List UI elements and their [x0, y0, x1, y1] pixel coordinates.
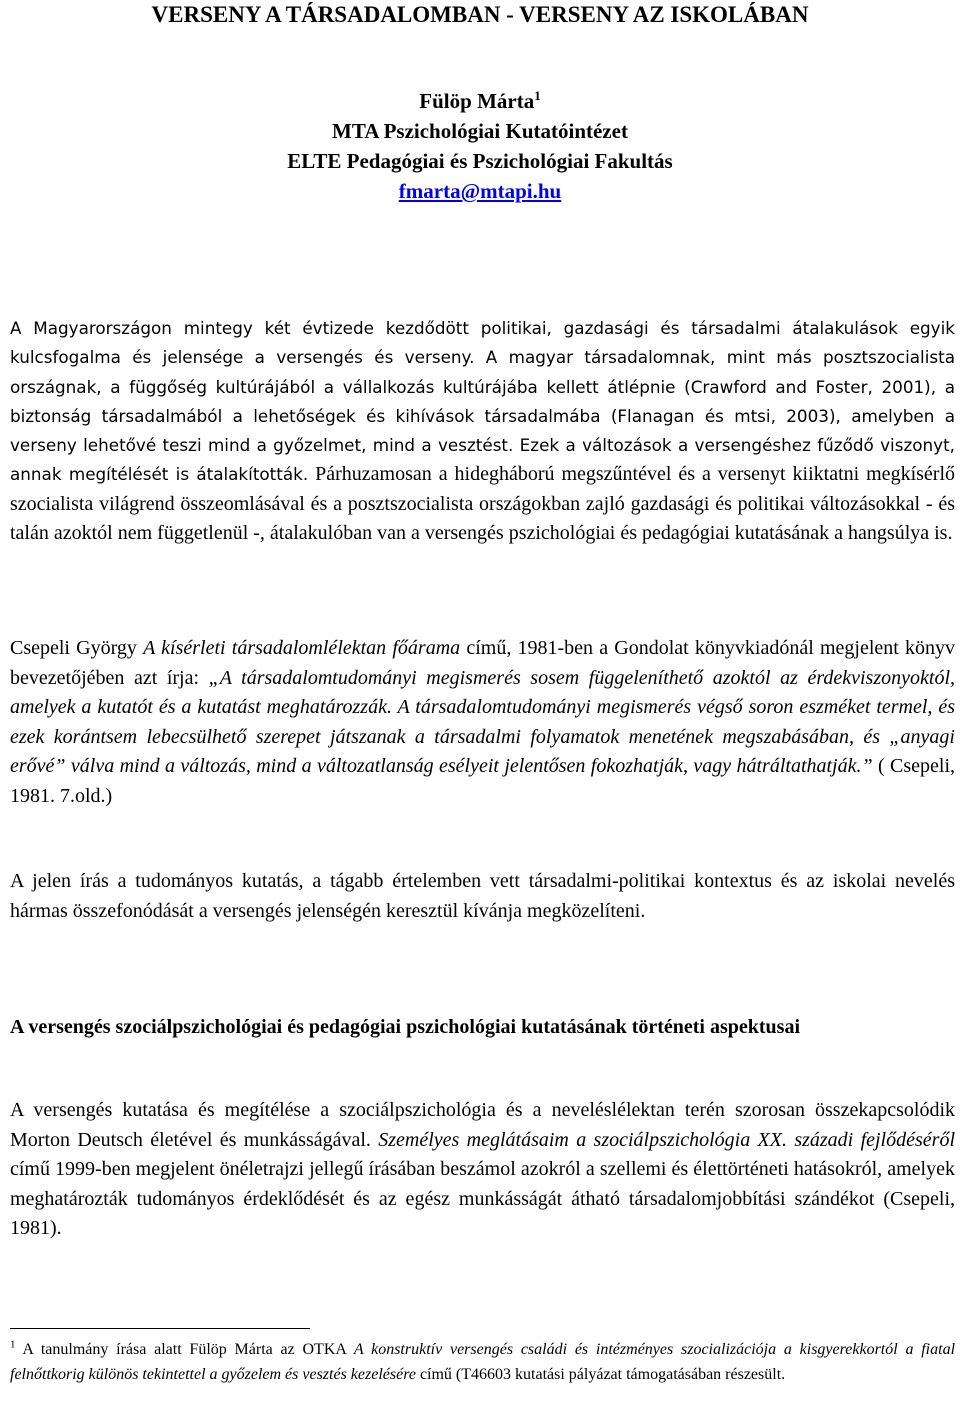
document-title: VERSENY A TÁRSADALOMBAN - VERSENY AZ ISKOLÁBAN: [151, 2, 809, 27]
section-heading: A versengés szociálpszichológiai és pedagógiai pszichológiai kutatásának történeti aspektusai: [10, 1016, 801, 1038]
paragraph-csepeli: [10, 634, 955, 811]
paragraph-deutsch: [10, 1096, 955, 1244]
footnote-project-title: A konstruktív versengés családi és intézményes szocializációja a kisgyerekkortól a fiatal felnőttkorig különös tekintettel a győzelem és vesztés kezelésére: [10, 1341, 956, 1383]
paragraph-deutsch-rest: című 1999-ben megjelent önéletrajzi jellegű írásában beszámol azokról a szellemi és élettörténeti hatásokról, amelyek meghatározták tudományos érdeklődését és az egész munkásságát átható társadalomjobbítási szándékot (Csepeli, 1981).: [10, 1158, 955, 1239]
author-name-text: Fülöp Márta: [419, 89, 535, 113]
paragraph-csepeli-lead: Csepeli György: [10, 637, 144, 659]
citation-csepeli: ( Csepeli, 1981. 7.old.): [10, 755, 955, 807]
book-title-csepeli: A kísérleti társadalomlélektan főárama: [143, 637, 461, 659]
email-link[interactable]: fmarta@mtapi.hu: [398, 179, 562, 203]
paragraph-deutsch-lead: A versengés kutatása és megítélése a szociálpszichológia és a neveléslélektan terén szorosan összekapcsolódik Morton Deutsch életével és munkásságával.: [10, 1099, 955, 1151]
footnote-rest: című (T46603 kutatási pályázat támogatásában részesült.: [415, 1366, 786, 1383]
paragraph-aim: A jelen írás a tudományos kutatás, a tágabb értelemben vett társadalmi-politikai kontextus és az iskolai nevelés hármas összefonódását a versengés jelenségén keresztül kívánja megközelíteni.: [10, 870, 955, 922]
footnote: [10, 1337, 955, 1387]
paragraph-intro: [10, 314, 955, 549]
footnote-separator: [10, 1328, 310, 1329]
book-title-deutsch: Személyes meglátásaim a szociálpszichológia XX. századi fejlődéséről: [378, 1128, 955, 1151]
author-name: [0, 86, 960, 116]
footnote-lead: A tanulmány írása alatt Fülöp Márta az OTKA: [15, 1341, 354, 1358]
paragraph-intro-serif: Párhuzamosan a hidegháború megszűntével és a versenyt kiiktatni megkísérlő szocialista világrend összeomlásával és a posztszocialista országokban zajló gazdasági és politikai változásokkal - és talán azoktól nem függetlenül -, átalakulóban van a versengés pszichológiai és pedagógiai kutatásának a hangsúlya is.: [10, 463, 955, 545]
footnote-mark: 1: [10, 1338, 16, 1351]
affiliation-1: MTA Pszichológiai Kutatóintézet: [332, 119, 628, 143]
paragraph-csepeli-middle: című, 1981-ben a Gondolat könyvkiadónál megjelent könyv bevezetőjében azt írja:: [10, 637, 956, 689]
quote-csepeli: „A társadalomtudományi megismerés sosem függeleníthető azoktól az érdekviszonyoktól, amelyek a kutatót és a kutatást meghatározzák. A társadalomtudományi megismerés végső soron eszméket termel, és ezek korántsem lebecsülhető szerepet játszanak a társadalmi folyamatok menetének megszabásában, és „anyagi erővé” válva mind a változás, mind a változatlanság esélyeit jelentősen fokozhatják, vagy hátráltathatják.”: [10, 666, 955, 777]
paragraph-intro-sans: A Magyarországon mintegy két évtizede kezdődött politikai, gazdasági és társadalmi átalakulások egyik kulcsfogalma és jelensége a versengés és verseny. A magyar társadalomnak, mint más posztszocialista országnak, a függőség kultúrájából a vállalkozás kultúrájába kellett átlépnie (Crawford and Foster, 2001), a biztonság társadalmából a lehetőségek és kihívások társadalmába (Flanagan és mtsi, 2003), amelyben a verseny lehetővé teszi mind a győzelmet, mind a vesztést. Ezek a változások a versengéshez fűződő viszonyt, annak megítélését is átalakították.: [10, 318, 955, 485]
author-block: [0, 86, 960, 206]
footnote-mark-author[interactable]: 1: [534, 88, 541, 103]
affiliation-2: ELTE Pedagógiai és Pszichológiai Fakultás: [287, 149, 673, 173]
